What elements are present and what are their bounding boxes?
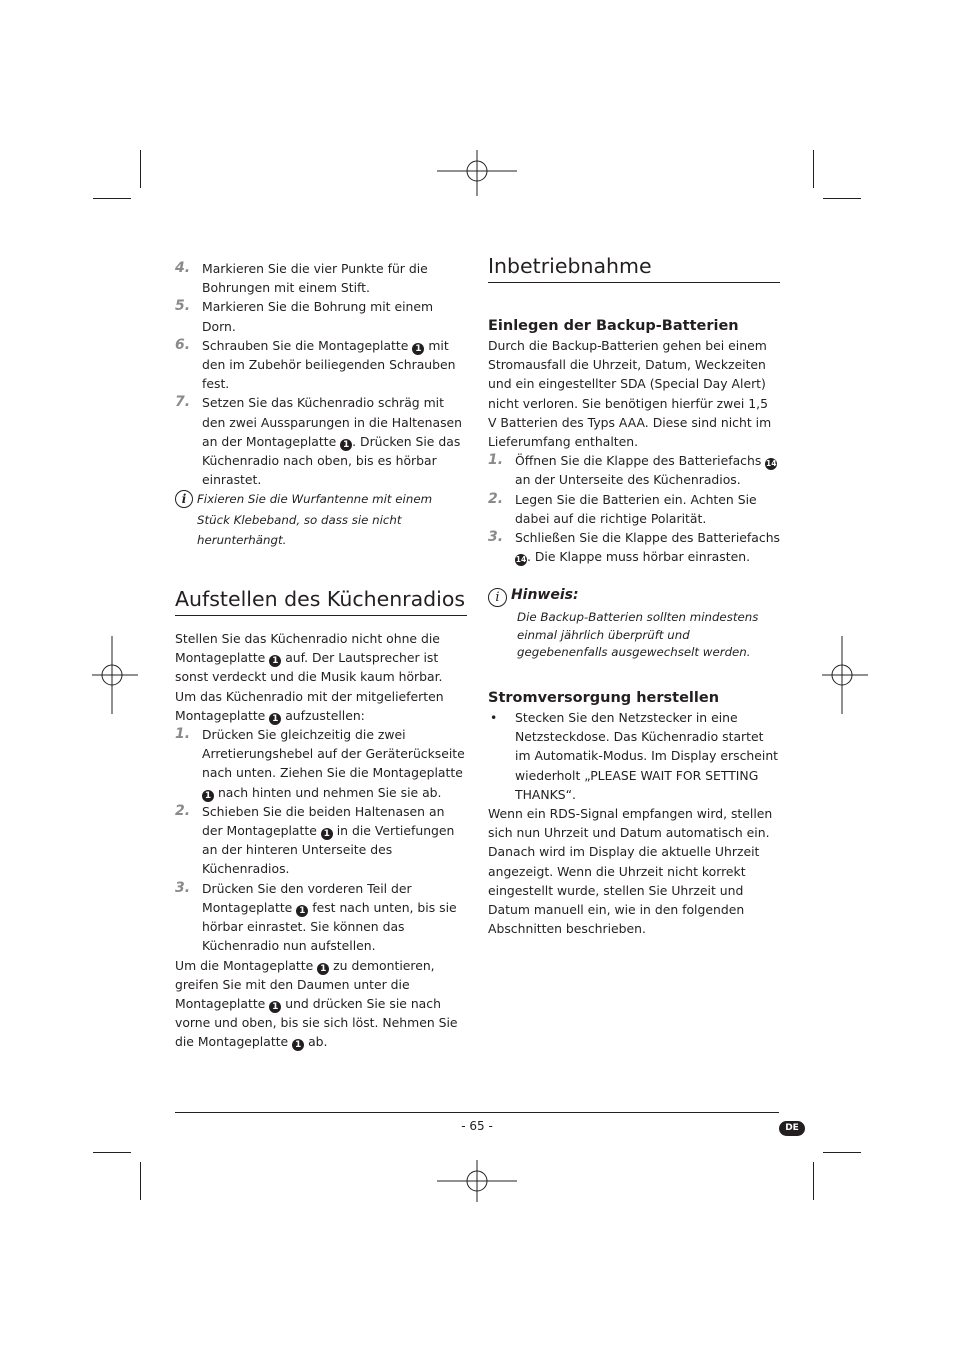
outro-text: zu demontieren, greifen Sie mit den Daumen unter die Montageplatte — [175, 957, 435, 1011]
power-bullet — [488, 708, 780, 804]
part-ref-badge: 1 — [321, 828, 333, 840]
part-ref-badge: 14 — [766, 459, 777, 469]
section-title-inbetriebnahme: Inbetriebnahme — [488, 253, 780, 283]
right-column — [488, 253, 780, 938]
crop-mark — [823, 198, 861, 199]
step-text: Markieren Sie die Bohrung mit einem Dorn. — [202, 299, 434, 334]
outro-paragraph — [175, 956, 467, 1052]
intro-paragraph — [175, 629, 467, 687]
battery-step-2 — [488, 490, 780, 528]
step-number: 2. — [175, 802, 191, 819]
crop-mark — [140, 1162, 141, 1200]
info-icon: i — [488, 588, 507, 607]
part-ref-badge: 1 — [202, 790, 214, 802]
step-number: 1. — [175, 726, 191, 743]
rds-paragraph: Wenn ein RDS-Signal empfangen wird, stellen sich nun Uhrzeit und Datum automatisch ein. Danach wird im Display die aktuelle Uhrzeit angezeigt. Wenn die Uhrzeit nicht korrekt eingestellt wurde, stellen Sie Uhrzeit und Datum manuell ein, wie in den folgenden Abschnitten beschrieben. — [488, 805, 773, 937]
part-ref-badge: 1 — [412, 343, 424, 355]
registration-mark-bottom — [437, 1160, 517, 1202]
step-4 — [175, 259, 467, 297]
crop-mark — [813, 150, 814, 188]
outro-text: ab. — [308, 1034, 328, 1050]
note-heading — [488, 585, 780, 607]
bullet-dot: • — [490, 709, 498, 725]
part-ref-badge: 1 — [269, 655, 281, 667]
registration-mark-left — [92, 636, 138, 714]
step-number: 7. — [175, 394, 191, 411]
intro-text: Um das Küchenradio mit der mitgelieferten Montageplatte — [175, 688, 444, 723]
backup-paragraph: Durch die Backup-Batterien gehen bei einem Stromausfall die Uhrzeit, Datum, Weckzeiten und ein eingestellter SDA (Special Day Alert) nicht verloren. Sie benötigen hierfür zwei 1,5 V Batterien des Typs AAA. Diese sind nicht im Lieferumfang enthalten. — [488, 338, 772, 450]
outro-text: Um die Montageplatte — [175, 957, 314, 973]
intro-text: auf. Der Lautsprecher ist sonst verdeckt und die Musik kaum hörbar. — [175, 650, 443, 685]
crop-mark — [823, 1152, 861, 1153]
step-text: an der Unterseite des Küchenradios. — [515, 472, 741, 488]
crop-mark — [93, 198, 131, 199]
part-ref-badge: 1 — [269, 1001, 281, 1013]
step-6 — [175, 336, 467, 394]
step-text: in die Vertiefungen an der hinteren Unterseite des Küchenradios. — [202, 823, 455, 877]
tip-text: Fixieren Sie die Wurfantenne mit einem Stück Klebeband, so dass sie nicht herunterhängt. — [197, 492, 433, 547]
language-badge: DE — [779, 1121, 805, 1136]
footer-rule — [175, 1112, 779, 1113]
intro-paragraph — [175, 687, 467, 725]
step-number: 3. — [175, 879, 191, 896]
tip-note — [175, 489, 467, 550]
outro-text: und drücken Sie sie nach vorne und oben, bis sie sich löst. Nehmen Sie die Montageplatte — [175, 995, 458, 1050]
crop-mark — [140, 150, 141, 188]
step-text: Drücken Sie den vorderen Teil der Montageplatte — [202, 880, 412, 915]
part-ref-badge: 1 — [340, 439, 352, 451]
step-text: . Die Klappe muss hörbar einrasten. — [527, 549, 751, 565]
step-text: fest nach unten, bis sie hörbar einrastet. Sie können das Küchenradio nun aufstellen. — [202, 899, 457, 954]
step-number: 4. — [175, 260, 191, 276]
step-text: Drücken Sie gleichzeitig die zwei Arretierungshebel auf der Geräterückseite nach unten. Ziehen Sie die Montageplatte — [202, 727, 465, 781]
battery-step-1 — [488, 451, 780, 489]
left-column — [175, 259, 467, 1052]
section-title-aufstellen: Aufstellen des Küchenradios — [175, 586, 467, 616]
subheading-power: Stromversorgung herstellen — [488, 689, 720, 706]
bullet-text: Stecken Sie den Netzstecker in eine Netzsteckdose. Das Küchenradio startet im Automatik-Modus. Im Display erscheint wiederholt „PLEASE WAIT FOR SETTING THANKS“. — [515, 709, 779, 802]
part-ref-badge: 1 — [296, 905, 308, 917]
step-text: Öffnen Sie die Klappe des Batteriefachs — [515, 453, 762, 469]
intro-text: aufzustellen: — [285, 707, 365, 723]
step-text: Legen Sie die Batterien ein. Achten Sie dabei auf die richtige Polarität. — [515, 491, 757, 526]
step-text: nach hinten und nehmen Sie sie ab. — [217, 784, 442, 800]
step-5 — [175, 297, 467, 335]
step-text: Schließen Sie die Klappe des Batteriefachs — [515, 530, 781, 546]
part-ref-badge: 1 — [317, 963, 329, 975]
setup-step-1 — [175, 725, 467, 802]
part-ref-badge: 14 — [515, 555, 527, 565]
step-number: 2. — [488, 490, 504, 507]
subheading-backup: Einlegen der Backup-Batterien — [488, 318, 739, 334]
note-text: Die Backup-Batterien sollten mindestens einmal jährlich überprüft und gegebenenfalls ausgewechselt werden. — [517, 610, 759, 660]
part-ref-badge: 1 — [292, 1039, 304, 1051]
registration-mark-top — [437, 150, 517, 196]
step-text: mit den im Zubehör beiliegenden Schrauben fest. — [202, 337, 456, 392]
setup-step-2 — [175, 802, 467, 879]
step-number: 6. — [175, 336, 191, 353]
step-text: . Drücken Sie das Küchenradio nach oben, bis es hörbar einrastet. — [202, 433, 461, 488]
part-ref-badge: 1 — [269, 713, 281, 725]
intro-text: Stellen Sie das Küchenradio nicht ohne die Montageplatte — [175, 631, 440, 666]
step-text: Schieben Sie die beiden Haltenasen an der Montageplatte — [202, 803, 445, 839]
registration-mark-right — [822, 636, 868, 714]
step-text: Markieren Sie die vier Punkte für die Bohrungen mit einem Stift. — [202, 261, 428, 296]
note-title: Hinweis: — [510, 587, 579, 604]
step-text: Schrauben Sie die Montageplatte — [202, 337, 409, 353]
setup-step-3 — [175, 879, 467, 956]
info-icon: i — [175, 488, 193, 508]
step-number: 3. — [488, 529, 504, 546]
step-text: Setzen Sie das Küchenradio schräg mit den zwei Aussparungen in die Haltenasen an der Montageplatte — [202, 395, 463, 449]
crop-mark — [813, 1162, 814, 1200]
step-number: 1. — [488, 452, 504, 469]
crop-mark — [93, 1152, 131, 1153]
step-7 — [175, 393, 467, 489]
battery-step-3 — [488, 528, 780, 566]
page-number: - 65 - — [461, 1119, 493, 1133]
step-number: 5. — [175, 298, 191, 315]
